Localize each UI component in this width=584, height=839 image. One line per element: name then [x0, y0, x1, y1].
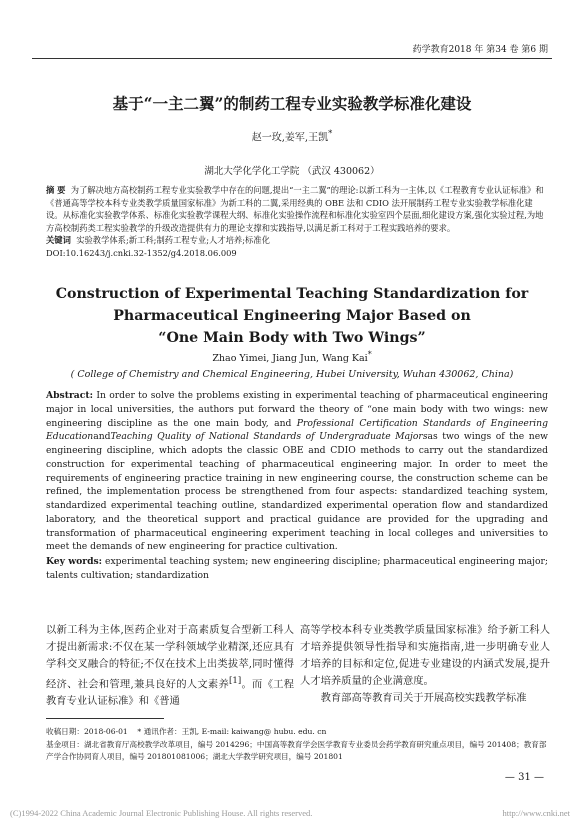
footnotes — [46, 726, 548, 764]
body-left-text: 以新工科为主体,医药企业对于高素质复合型新工科人才提出新需求:不仅在某一学科领域学业精深,还应具有学科交叉融合的特征;不仅在技术上出类拔萃,同时懂得经济、社会和管理,兼具良好的人文素养 — [46, 624, 294, 691]
english-abstract-part-2: as two wings of the new engineering discipline, which adopts the classic OBE and CDIO methods to carry out the standardized construction for experimental teaching of pharmaceutical engineering major. In order to meet the requirements of engineering practice training in new engineering course, the construction scheme can be refined, the implementation process be strengthened from four aspects: standardized teaching system, standardized experimental teaching outline, standardized experimental operation flow and standardized laboratory, and the theoretical support and practical guidance are provided for the upgrading and transformation of pharmaceutical engineering experiment teaching in local colleges and universities to meet the demands of new engineering for practice cultivation. — [46, 431, 548, 553]
chinese-abstract-text: 为了解决地方高校制药工程专业实验教学中存在的问题,提出“一主二翼”的理论:以新工科为一主体,以《工程教育专业认证标准》和《普通高等学校本科专业类教学质量国家标准》为新工科的二翼,采用经典的 OBE 法和 CDIO 法开展制药工程专业实验教学标准化建设。从标准化实验教学体系、标准化实验教学课程大纲、标准化实验操作流程和标准化实验室四个层面,细化建设方案,强化实验过程,为地方高校制药类工程实验教学的升级改造提供有力的理论支撑和实践指导,以满足新工科对于工程实践培养的要求。 — [46, 185, 544, 233]
chinese-affiliation: 湖北大学化学化工学院 （武汉 430062） — [204, 166, 380, 177]
chinese-keywords: 实验教学体系;新工科;制药工程专业;人才培养;标准化 — [76, 235, 270, 245]
chinese-authors — [0, 128, 584, 143]
english-authors — [0, 350, 584, 364]
corresponding-author: * 通讯作者：王凯, E-mail: kaiwang@ hubu. edu. cn — [137, 727, 327, 736]
english-abstract-label: Abstract: — [46, 390, 93, 401]
body-left-tail: 。而《工程教育专业认证标准》和《普通 — [46, 678, 294, 708]
english-abstract-and: and — [93, 431, 111, 443]
english-keywords: experimental teaching system; new engineering discipline; pharmaceutical engineering major; talents cultivation; standardization — [46, 556, 549, 581]
chinese-author-names: 赵一玫,姜军,王凯 — [251, 132, 329, 144]
body-right-column — [300, 622, 550, 707]
english-abstract-italic-1: Professional Certification Standards of Engineering Education — [46, 417, 548, 443]
english-abstract-part-1: In order to solve the problems existing in experimental teaching of pharmaceutical engineering major in local universities, the authors put forward the theory of “one main body with two wings: new engineering discipline as the one main body, and — [46, 390, 548, 429]
corresponding-mark: * — [328, 128, 333, 138]
chinese-title: 基于“一主二翼”的制药工程专业实验教学标准化建设 — [112, 94, 472, 113]
cnki-url[interactable]: http://www.cnki.net — [502, 808, 570, 818]
english-abstract-italic-2: Teaching Quality of National Standards of Undergraduate Majors — [110, 431, 428, 443]
chinese-abstract-label: 摘 要 — [46, 185, 66, 195]
body-right-paragraph-2: 教育部高等教育司关于开展高校实践教学标准 — [320, 692, 527, 704]
page-number: — 31 — — [504, 772, 544, 783]
received-date: 收稿日期：2018-06-01 — [46, 727, 128, 736]
chinese-keywords-label: 关键词 — [46, 235, 71, 245]
doi: DOI:10.16243/j.cnki.32-1352/g4.2018.06.009 — [46, 247, 237, 258]
footnote-rule — [46, 718, 164, 719]
chinese-abstract-block — [46, 184, 548, 259]
funding-note: 基金项目：湖北省教育厅高校教学改革项目，编号 2014296；中国高等教育学会医学教育专业委员会药学教育研究重点项目，编号 201408；教育部产学合作协同育人项目，编号 201801081006；湖北大学教学研究项目，编号 201801 — [46, 739, 547, 761]
english-author-names: Zhao Yimei, Jiang Jun, Wang Kai — [212, 353, 368, 365]
header-rule — [32, 58, 552, 59]
english-title-line-2: Pharmaceutical Engineering Major Based on — [113, 308, 471, 324]
english-title — [0, 283, 584, 349]
english-title-line-3: “One Main Body with Two Wings” — [158, 330, 426, 346]
english-affiliation: ( College of Chemistry and Chemical Engineering, Hubei University, Wuhan 430062, China) — [70, 369, 514, 380]
english-abstract-block — [46, 389, 548, 584]
copyright-notice: (C)1994-2022 China Academic Journal Electronic Publishing House. All rights reserved. — [10, 808, 313, 818]
journal-issue-header: 药学教育2018 年 第34 卷 第6 期 — [412, 45, 548, 55]
reference-mark: [1] — [229, 676, 242, 686]
body-right-paragraph-1: 高等学校本科专业类教学质量国家标准》给予新工科人才培养提供领导性指导和实施指南,进一步明确专业人才培养的目标和定位,促进专业建设的内涵式发展,提升人才培养质量的企业满意度。 — [300, 624, 550, 687]
english-keywords-label: Key words: — [46, 556, 103, 567]
english-title-line-1: Construction of Experimental Teaching Standardization for — [55, 286, 529, 302]
english-corresponding-mark: * — [367, 350, 372, 359]
body-left-column — [46, 622, 294, 710]
